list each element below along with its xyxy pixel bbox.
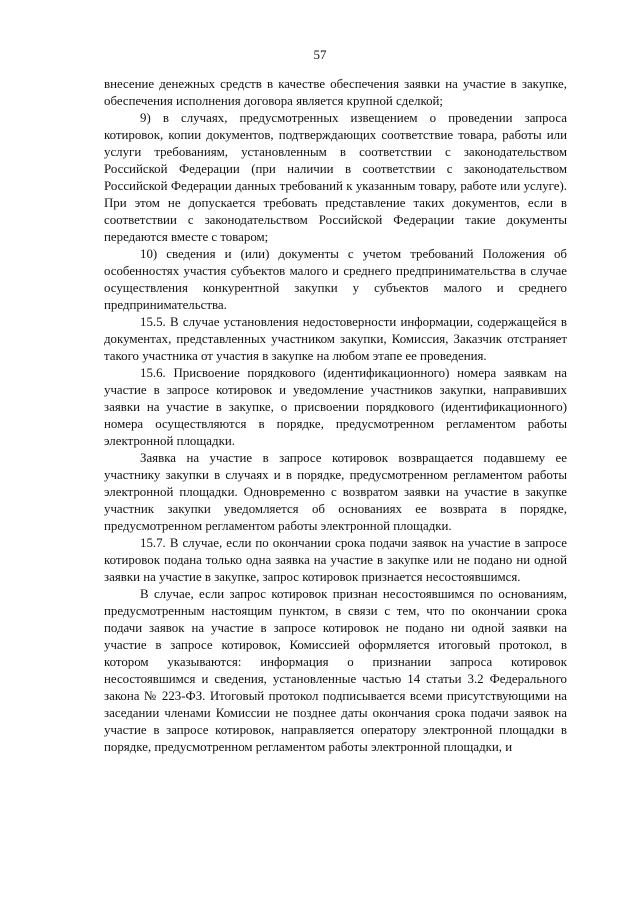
paragraph: Заявка на участие в запросе котировок возвращается подавшему ее участнику закупки в случаях и в порядке, предусмотренном регламентом работы электронной площадки. Одновременно с возвратом заявки на участие в закупке участник закупки уведомляется об основаниях ее возврата в порядке, предусмотренном регламентом работы электронной площадки. [104,451,567,533]
paragraph: В случае, если запрос котировок признан несостоявшимся по основаниям, предусмотренным настоящим пунктом, в связи с тем, что по окончании срока подачи заявок на участие в запросе котировок не подано ни одной заявки на участие в запросе котировок, Комиссией оформляется итоговый протокол, в котором указываются: информация о признании запроса котировок несостоявшимся и сведения, установленные частью 14 статьи 3.2 Федерального закона № 223-ФЗ. Итоговый протокол подписывается всеми присутствующими на заседании членами Комиссии не позднее даты окончания срока подачи заявок на участие в запросе котировок, направляется оператору электронной площадки в порядке, предусмотренном регламентом работы электронной площадки, и [104,587,567,754]
paragraph: внесение денежных средств в качестве обеспечения заявки на участие в закупке, обеспечения исполнения договора является крупной сделкой; [104,77,567,108]
paragraph: 9) в случаях, предусмотренных извещением о проведении запроса котировок, копии документов, подтверждающих соответствие товара, работы или услуги требованиям, установленным в соответствии с законодательством Российской Федерации (при наличии в соответствии с законодательством Российской Федерации данных требований к указанным товару, работе или услуге). При этом не допускается требовать представление таких документов, если в соответствии с законодательством Российской Федерации такие документы передаются вместе с товаром; [104,111,567,244]
paragraph: 10) сведения и (или) документы с учетом требований Положения об особенностях участия субъектов малого и среднего предпринимательства в случае осуществления конкурентной закупки у субъектов малого и среднего предпринимательства. [104,247,567,312]
paragraph: 15.6. Присвоение порядкового (идентификационного) номера заявкам на участие в запросе котировок и уведомление участников закупки, направивших заявки на участие в закупке, о присвоении порядкового (идентификационного) номера осуществляются в порядке, предусмотренном регламентом работы электронной площадки. [104,366,567,448]
page-number: 57 [313,47,327,62]
body-text [104,76,567,756]
paragraph: 15.7. В случае, если по окончании срока подачи заявок на участие в запросе котировок подана только одна заявка на участие в закупке или не подано ни одной заявки на участие в закупке, запрос котировок признается несостоявшимся. [104,536,567,584]
paragraph: 15.5. В случае установления недостоверности информации, содержащейся в документах, представленных участником закупки, Комиссия, Заказчик отстраняет такого участника от участия в закупке на любом этапе ее проведения. [104,315,567,363]
